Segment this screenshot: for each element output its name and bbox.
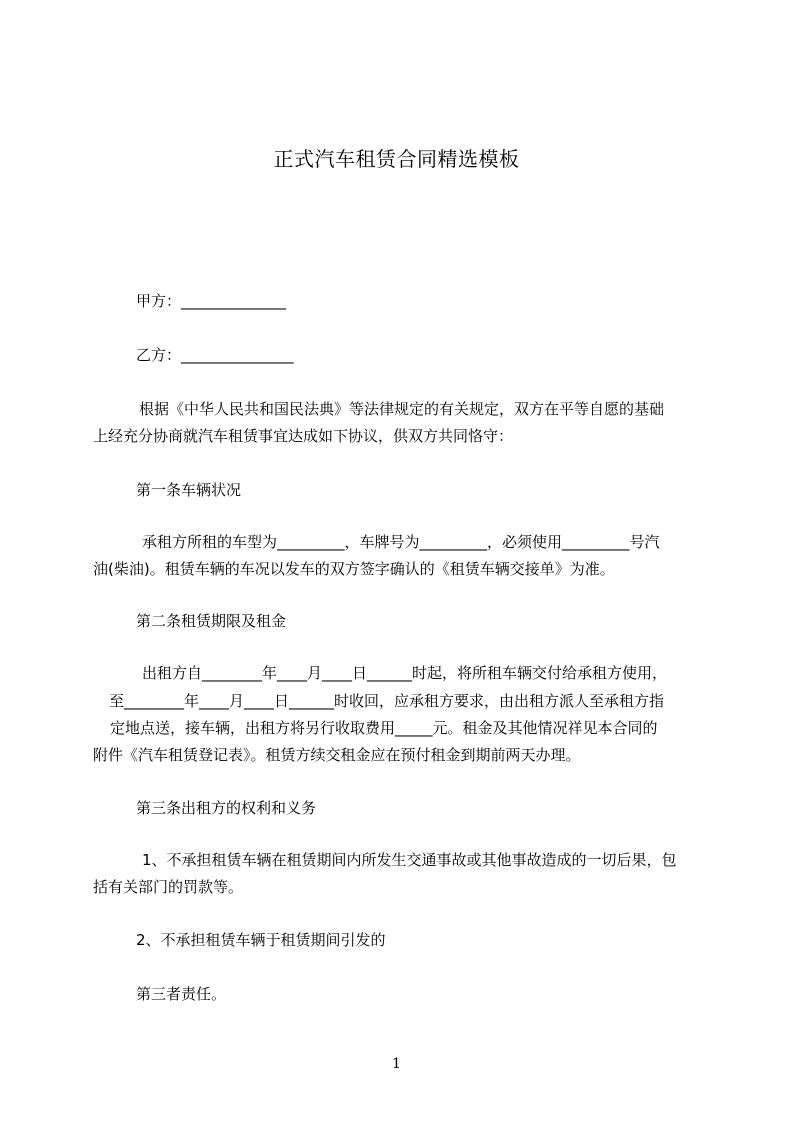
party-b-line: 乙方：_______________ <box>136 346 294 364</box>
document-title: 正式汽车租赁合同精选模板 <box>273 147 520 171</box>
article-2-line-3: 定地点送，接车辆，出租方将另行收取费用_____元。租金及其他情况祥见本合同的 <box>110 719 658 737</box>
article-2-line-2: 至________年____月____日______时收回，应承租方要求，由出租方派人至承租方指 <box>109 692 665 710</box>
page-number: 1 <box>392 1056 401 1072</box>
intro-line-2: 上经充分协商就汽车租赁事宜达成如下协议，供双方共同恪守： <box>93 427 514 445</box>
intro-line-1: 根据《中华人民共和国民法典》等法律规定的有关规定，双方在平等自愿的基础 <box>139 400 665 418</box>
article-2-heading: 第二条租赁期限及租金 <box>136 612 287 630</box>
article-3-item-2-continued: 第三者责任。 <box>136 985 227 1003</box>
article-3-heading: 第三条出租方的权利和义务 <box>136 799 317 817</box>
article-1-line-1: 承租方所租的车型为_________，车牌号为_________，必须使用_________号汽 <box>142 533 660 551</box>
article-3-item-1-line-1: 1、不承担租赁车辆在租赁期间内所发生交通事故或其他事故造成的一切后果，包 <box>142 851 677 869</box>
article-3-item-2: 2、不承担租赁车辆于租赁期间引发的 <box>136 931 386 949</box>
article-1-heading: 第一条车辆状况 <box>136 481 242 499</box>
article-2-line-1: 出租方自________年____月____日______时起，将所租车辆交付给承租方使用， <box>142 664 668 682</box>
article-3-item-1-line-2: 括有关部门的罚款等。 <box>93 878 244 896</box>
article-2-line-4: 附件《汽车租赁登记表》。租赁方续交租金应在预付租金到期前两天办理。 <box>93 746 581 764</box>
party-a-line: 甲方：______________ <box>136 292 287 310</box>
article-1-line-2: 油(柴油)。租赁车辆的车况以发车的双方签字确认的《租赁车辆交接单》为准。 <box>93 560 615 578</box>
